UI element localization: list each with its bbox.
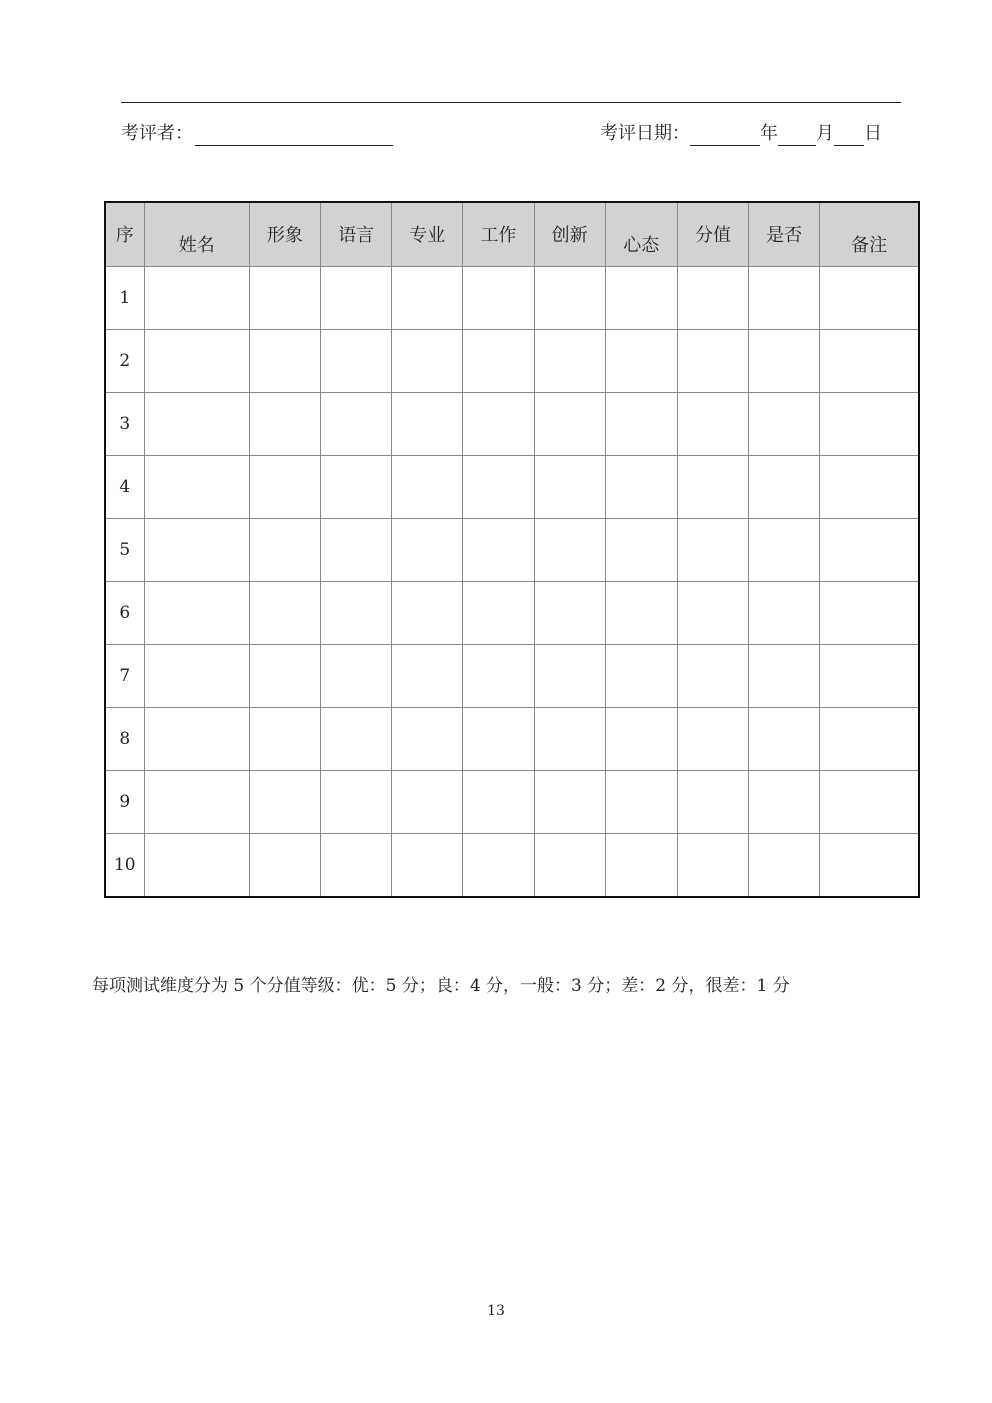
language-cell[interactable] xyxy=(321,770,392,833)
image-cell[interactable] xyxy=(249,581,320,644)
remarks-cell[interactable] xyxy=(820,644,919,707)
innovation-cell[interactable] xyxy=(534,266,605,329)
name-cell[interactable] xyxy=(144,644,249,707)
name-cell[interactable] xyxy=(144,266,249,329)
header-professional: 专业 xyxy=(392,202,463,266)
remarks-cell[interactable] xyxy=(820,329,919,392)
row-index: 10 xyxy=(105,833,144,897)
header-score: 分值 xyxy=(677,202,748,266)
yes-no-cell[interactable] xyxy=(749,392,820,455)
month-field[interactable] xyxy=(778,127,816,146)
image-cell[interactable] xyxy=(249,770,320,833)
header-yes-no: 是否 xyxy=(749,202,820,266)
work-cell[interactable] xyxy=(463,455,534,518)
month-label: 月 xyxy=(816,123,834,144)
professional-cell[interactable] xyxy=(392,707,463,770)
page-number: 13 xyxy=(487,1303,505,1319)
language-cell[interactable] xyxy=(321,266,392,329)
yes-no-cell[interactable] xyxy=(749,518,820,581)
innovation-cell[interactable] xyxy=(534,518,605,581)
professional-cell[interactable] xyxy=(392,770,463,833)
yes-no-cell[interactable] xyxy=(749,455,820,518)
professional-cell[interactable] xyxy=(392,266,463,329)
work-cell[interactable] xyxy=(463,581,534,644)
header-innovation: 创新 xyxy=(534,202,605,266)
yes-no-cell[interactable] xyxy=(749,707,820,770)
table-row xyxy=(105,392,919,455)
image-cell[interactable] xyxy=(249,392,320,455)
header-index: 序 xyxy=(105,202,144,266)
professional-cell[interactable] xyxy=(392,833,463,897)
yes-no-cell[interactable] xyxy=(749,833,820,897)
year-field[interactable] xyxy=(690,127,760,146)
name-cell[interactable] xyxy=(144,392,249,455)
name-cell[interactable] xyxy=(144,455,249,518)
attitude-cell[interactable] xyxy=(605,392,677,455)
language-cell[interactable] xyxy=(321,455,392,518)
work-cell[interactable] xyxy=(463,518,534,581)
image-cell[interactable] xyxy=(249,329,320,392)
score-cell[interactable] xyxy=(677,770,748,833)
professional-cell[interactable] xyxy=(392,392,463,455)
language-cell[interactable] xyxy=(321,833,392,897)
yes-no-cell[interactable] xyxy=(749,266,820,329)
score-cell[interactable] xyxy=(677,644,748,707)
attitude-cell[interactable] xyxy=(605,329,677,392)
professional-cell[interactable] xyxy=(392,644,463,707)
row-index: 4 xyxy=(105,455,144,518)
innovation-cell[interactable] xyxy=(534,770,605,833)
header-language: 语言 xyxy=(321,202,392,266)
attitude-cell[interactable] xyxy=(605,518,677,581)
table-header-row xyxy=(105,202,919,266)
scoring-note: 每项测试维度分为 5 个分值等级：优：5 分；良：4 分，一般：3 分；差：2 分，很差：1 分 xyxy=(92,976,790,996)
row-index: 7 xyxy=(105,644,144,707)
work-cell[interactable] xyxy=(463,329,534,392)
reviewer-line xyxy=(121,122,393,146)
work-cell[interactable] xyxy=(463,833,534,897)
remarks-cell[interactable] xyxy=(820,392,919,455)
row-index: 1 xyxy=(105,266,144,329)
row-index: 2 xyxy=(105,329,144,392)
attitude-cell[interactable] xyxy=(605,581,677,644)
reviewer-field[interactable] xyxy=(195,127,393,146)
header-attitude: 心态 xyxy=(605,202,677,266)
innovation-cell[interactable] xyxy=(534,455,605,518)
table-row xyxy=(105,329,919,392)
row-index: 3 xyxy=(105,392,144,455)
innovation-cell[interactable] xyxy=(534,392,605,455)
image-cell[interactable] xyxy=(249,644,320,707)
name-cell[interactable] xyxy=(144,707,249,770)
image-cell[interactable] xyxy=(249,455,320,518)
yes-no-cell[interactable] xyxy=(749,770,820,833)
innovation-cell[interactable] xyxy=(534,833,605,897)
attitude-cell[interactable] xyxy=(605,707,677,770)
remarks-cell[interactable] xyxy=(820,833,919,897)
remarks-cell[interactable] xyxy=(820,581,919,644)
remarks-cell[interactable] xyxy=(820,455,919,518)
attitude-cell[interactable] xyxy=(605,770,677,833)
professional-cell[interactable] xyxy=(392,455,463,518)
attitude-cell[interactable] xyxy=(605,644,677,707)
table-row xyxy=(105,518,919,581)
language-cell[interactable] xyxy=(321,518,392,581)
work-cell[interactable] xyxy=(463,707,534,770)
score-cell[interactable] xyxy=(677,329,748,392)
remarks-cell[interactable] xyxy=(820,707,919,770)
remarks-cell[interactable] xyxy=(820,266,919,329)
year-label: 年 xyxy=(760,123,778,144)
reviewer-label: 考评者： xyxy=(121,123,193,144)
name-cell[interactable] xyxy=(144,833,249,897)
yes-no-cell[interactable] xyxy=(749,581,820,644)
professional-cell[interactable] xyxy=(392,581,463,644)
remarks-cell[interactable] xyxy=(820,770,919,833)
row-index: 6 xyxy=(105,581,144,644)
image-cell[interactable] xyxy=(249,518,320,581)
table-row xyxy=(105,707,919,770)
score-cell[interactable] xyxy=(677,707,748,770)
score-cell[interactable] xyxy=(677,455,748,518)
score-cell[interactable] xyxy=(677,581,748,644)
attitude-cell[interactable] xyxy=(605,266,677,329)
yes-no-cell[interactable] xyxy=(749,644,820,707)
yes-no-cell[interactable] xyxy=(749,329,820,392)
header-work: 工作 xyxy=(463,202,534,266)
remarks-cell[interactable] xyxy=(820,518,919,581)
date-line xyxy=(600,122,882,146)
image-cell[interactable] xyxy=(249,833,320,897)
innovation-cell[interactable] xyxy=(534,644,605,707)
table-row xyxy=(105,266,919,329)
table-row xyxy=(105,770,919,833)
work-cell[interactable] xyxy=(463,266,534,329)
score-cell[interactable] xyxy=(677,392,748,455)
name-cell[interactable] xyxy=(144,581,249,644)
day-field[interactable] xyxy=(834,127,864,146)
professional-cell[interactable] xyxy=(392,329,463,392)
row-index: 5 xyxy=(105,518,144,581)
day-label: 日 xyxy=(864,123,882,144)
table-row xyxy=(105,455,919,518)
professional-cell[interactable] xyxy=(392,518,463,581)
row-index: 8 xyxy=(105,707,144,770)
image-cell[interactable] xyxy=(249,707,320,770)
language-cell[interactable] xyxy=(321,644,392,707)
date-label: 考评日期： xyxy=(600,123,690,144)
image-cell[interactable] xyxy=(249,266,320,329)
language-cell[interactable] xyxy=(321,707,392,770)
language-cell[interactable] xyxy=(321,581,392,644)
innovation-cell[interactable] xyxy=(534,581,605,644)
top-rule xyxy=(121,102,901,103)
innovation-cell[interactable] xyxy=(534,707,605,770)
score-cell[interactable] xyxy=(677,518,748,581)
name-cell[interactable] xyxy=(144,518,249,581)
language-cell[interactable] xyxy=(321,392,392,455)
name-cell[interactable] xyxy=(144,329,249,392)
header-name: 姓名 xyxy=(144,202,249,266)
name-cell[interactable] xyxy=(144,770,249,833)
table-row xyxy=(105,644,919,707)
score-cell[interactable] xyxy=(677,266,748,329)
innovation-cell[interactable] xyxy=(534,329,605,392)
table-row xyxy=(105,581,919,644)
work-cell[interactable] xyxy=(463,392,534,455)
work-cell[interactable] xyxy=(463,770,534,833)
header-remarks: 备注 xyxy=(820,202,919,266)
attitude-cell[interactable] xyxy=(605,833,677,897)
work-cell[interactable] xyxy=(463,644,534,707)
row-index: 9 xyxy=(105,770,144,833)
attitude-cell[interactable] xyxy=(605,455,677,518)
language-cell[interactable] xyxy=(321,329,392,392)
score-cell[interactable] xyxy=(677,833,748,897)
header-image: 形象 xyxy=(249,202,320,266)
table-row xyxy=(105,833,919,897)
evaluation-table xyxy=(104,201,920,898)
